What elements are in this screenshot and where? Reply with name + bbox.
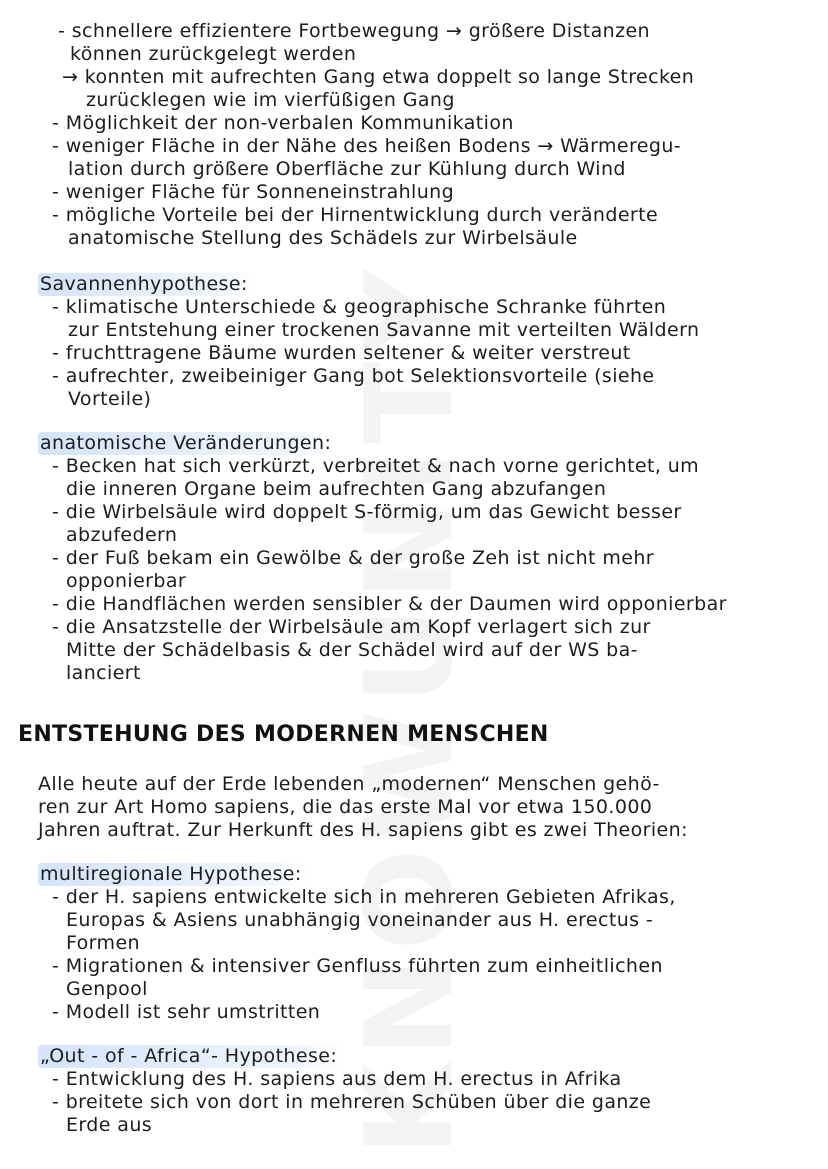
list-item: - fruchttragene Bäume wurden seltener & weiter verstreut (52, 342, 631, 364)
list-item: - Migrationen & intensiver Genfluss führten zum einheitlichen (52, 955, 663, 977)
list-item: - die Wirbelsäule wird doppelt S-förmig, um das Gewicht besser (52, 501, 682, 523)
list-item: → konnten mit aufrechten Gang etwa doppelt so lange Strecken (62, 66, 695, 88)
heading-anatomische-veraenderungen: anatomische Veränderungen: (38, 432, 339, 455)
list-item-continuation: opponierbar (66, 570, 187, 592)
list-item-continuation: Europas & Asiens unabhängig voneinander aus H. erectus - (66, 909, 654, 931)
list-item-continuation: Formen (66, 932, 140, 954)
section-title: ENTSTEHUNG DES MODERNEN MENSCHEN (18, 722, 549, 747)
list-item: - Entwicklung des H. sapiens aus dem H. erectus in Afrika (52, 1068, 622, 1090)
list-item: - aufrechter, zweibeiniger Gang bot Selektionsvorteile (siehe (52, 365, 655, 387)
list-item: - breitete sich von dort in mehreren Schüben über die ganze (52, 1091, 652, 1113)
list-item: - der H. sapiens entwickelte sich in mehreren Gebieten Afrikas, (52, 886, 676, 908)
paragraph-line: Alle heute auf der Erde lebenden „modernen“ Menschen gehö- (38, 773, 660, 795)
list-item-continuation: zur Entstehung einer trockenen Savanne mit verteilten Wäldern (68, 319, 700, 341)
list-item-continuation: Erde aus (66, 1114, 153, 1136)
list-item-continuation: die inneren Organe beim aufrechten Gang abzufangen (66, 478, 607, 500)
list-item: - Modell ist sehr umstritten (52, 1001, 321, 1023)
list-item-continuation: Vorteile) (68, 388, 152, 410)
list-item: - Möglichkeit der non-verbalen Kommunikation (52, 112, 514, 134)
list-item: - die Ansatzstelle der Wirbelsäule am Kopf verlagert sich zur (52, 616, 651, 638)
heading-multiregionale-hypothese: multiregionale Hypothese: (38, 863, 310, 886)
watermark-text (341, 263, 480, 1156)
watermark (340, 270, 480, 1150)
list-item-continuation: Genpool (66, 978, 148, 1000)
list-item-continuation: anatomische Stellung des Schädels zur Wirbelsäule (68, 227, 578, 249)
list-item-continuation: können zurückgelegt werden (70, 43, 357, 65)
list-item-continuation: abzufedern (66, 524, 178, 546)
list-item-continuation: Mitte der Schädelbasis & der Schädel wird auf der WS ba- (66, 639, 638, 661)
list-item: - Becken hat sich verkürzt, verbreitet & nach vorne gerichtet, um (52, 455, 700, 477)
list-item: - der Fuß bekam ein Gewölbe & der große Zeh ist nicht mehr (52, 547, 654, 569)
list-item-continuation: lanciert (66, 662, 141, 684)
paragraph-line: Jahren auftrat. Zur Herkunft des H. sapiens gibt es zwei Theorien: (38, 819, 688, 841)
heading-out-of-africa-hypothese: „Out - of - Africa“- Hypothese: (38, 1045, 345, 1068)
list-item: - weniger Fläche für Sonneneinstrahlung (52, 181, 455, 203)
list-item: - die Handflächen werden sensibler & der Daumen wird opponierbar (52, 593, 727, 615)
list-item: - mögliche Vorteile bei der Hirnentwicklung durch veränderte (52, 204, 659, 226)
list-item-continuation: lation durch größere Oberfläche zur Kühlung durch Wind (68, 158, 626, 180)
list-item-continuation: zurücklegen wie im vierfüßigen Gang (86, 89, 455, 111)
paragraph-line: ren zur Art Homo sapiens, die das erste Mal vor etwa 150.000 (38, 796, 653, 818)
list-item: - schnellere effizientere Fortbewegung → größere Distanzen (58, 20, 651, 42)
list-item: - klimatische Unterschiede & geographische Schranke führten (52, 296, 667, 318)
heading-savannenhypothese: Savannenhypothese: (38, 273, 256, 296)
list-item: - weniger Fläche in der Nähe des heißen Bodens → Wärmeregu- (52, 135, 682, 157)
